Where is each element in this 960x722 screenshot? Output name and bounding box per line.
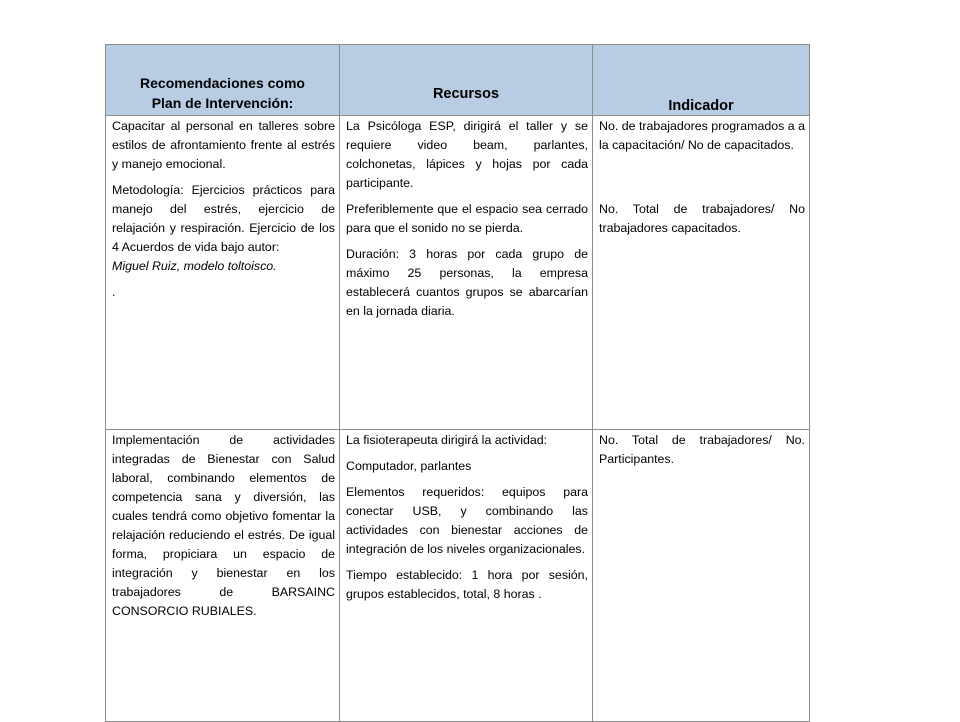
row2-recursos-p4: Tiempo establecido: 1 hora por sesión, grupos establecidos, total, 8 horas . — [346, 568, 588, 601]
table-row — [106, 430, 810, 722]
row1-recursos-p2: Preferiblemente que el espacio sea cerrado para que el sonido no se pierda. — [346, 202, 588, 235]
table-row — [106, 116, 810, 430]
row1-indicador-p2: No. Total de trabajadores/ No trabajadores capacitados. — [599, 202, 805, 235]
row1-recomendacion-p1: Capacitar al personal en talleres sobre estilos de afrontamiento frente al estrés y manejo emocional. — [112, 119, 335, 171]
row1-recomendacion-cell — [106, 116, 340, 430]
table-header-row — [106, 45, 810, 116]
row2-recursos-p3: Elementos requeridos: equipos para conectar USB, y combinando las actividades con bienestar acciones de integración de los niveles organizacionales. — [346, 485, 588, 556]
row1-indicador-cell — [593, 116, 810, 430]
header-recomendaciones — [106, 45, 340, 116]
row1-indicador-p1: No. de trabajadores programados a a la capacitación/ No de capacitados. — [599, 119, 805, 152]
header-recomendaciones-line1: Recomendaciones como — [140, 75, 305, 91]
row1-recomendacion-dot: . — [112, 285, 116, 299]
row1-recursos-p1: La Psicóloga ESP, dirigirá el taller y se requiere video beam, parlantes, colchonetas, lápices y hojas por cada participante. — [346, 119, 588, 190]
header-recursos: Recursos — [340, 45, 593, 116]
header-indicador: Indicador — [593, 45, 810, 116]
row2-recursos-cell — [340, 430, 593, 722]
intervention-plan-table — [105, 44, 810, 722]
row1-recursos-cell — [340, 116, 593, 430]
row2-recomendacion-p1: Implementación de actividades integradas de Bienestar con Salud laboral, combinando elementos de competencia sana y diversión, las cuales tendrá como objetivo fomentar la relajación reduciendo el estrés. De igual forma, propiciara un espacio de integración y bienestar en los trabajadores de BARSAINC CONSORCIO RUBIALES. — [112, 433, 335, 618]
row1-recomendacion-author: Miguel Ruiz, modelo toltoisco. — [112, 259, 277, 273]
row2-indicador-cell — [593, 430, 810, 722]
header-recomendaciones-line2: Plan de Intervención: — [151, 95, 294, 111]
row2-recursos-p1: La fisioterapeuta dirigirá la actividad: — [346, 433, 548, 447]
row1-recomendacion-p2: Metodología: Ejercicios prácticos para manejo del estrés, ejercicio de relajación y respiración. Ejercicio de los 4 Acuerdos de vida bajo autor: — [112, 183, 335, 254]
row2-recursos-p2: Computador, parlantes — [346, 459, 472, 473]
row2-indicador-p1: No. Total de trabajadores/ No. Participantes. — [599, 433, 805, 466]
row1-recursos-p3: Duración: 3 horas por cada grupo de máximo 25 personas, la empresa establecerá cuantos grupos se abarcarían en la jornada diaria. — [346, 247, 588, 318]
row2-recomendacion-cell — [106, 430, 340, 722]
